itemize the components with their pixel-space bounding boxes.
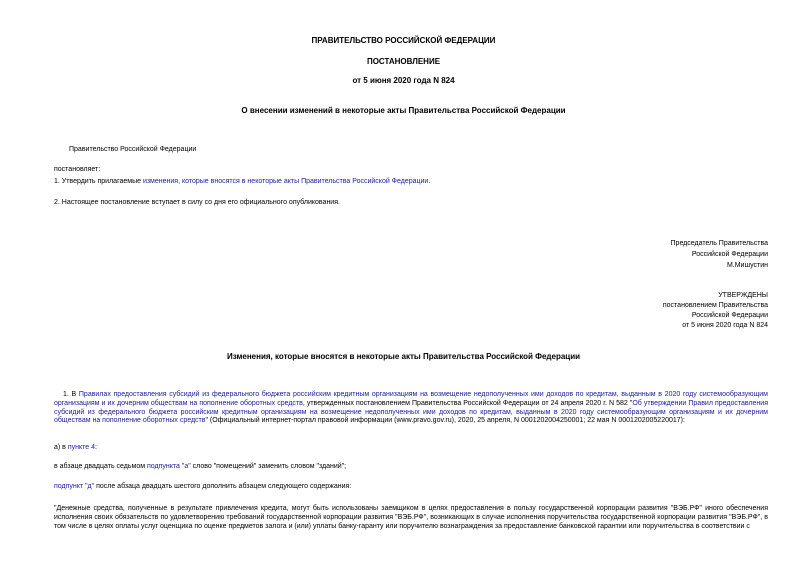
pa-suffix: : bbox=[95, 444, 97, 451]
item-2: 2. Настоящее постановление вступает в силу со дня его официального опубликования. bbox=[54, 199, 340, 206]
date-number-heading: от 5 июня 2020 года N 824 bbox=[352, 76, 455, 85]
changes-paragraph-a bbox=[54, 444, 97, 453]
doc-type-heading: ПОСТАНОВЛЕНИЕ bbox=[366, 57, 441, 66]
approved-line-2: постановлением Правительства bbox=[662, 302, 768, 309]
decides-text: постановляет: bbox=[54, 166, 101, 173]
approved-heading: УТВЕРЖДЕНЫ bbox=[718, 292, 768, 299]
changes-paragraph-d bbox=[54, 483, 351, 492]
p1-prefix: 1. В bbox=[63, 391, 79, 398]
document-title: О внесении изменений в некоторые акты Правительства Российской Федерации bbox=[241, 106, 566, 115]
item-1-prefix: 1. Утвердить прилагаемые bbox=[54, 178, 143, 185]
item-1 bbox=[54, 178, 430, 187]
clause-4-link[interactable]: пункте 4 bbox=[67, 444, 95, 451]
p27-suffix: слово "помещений" заменить словом "зданий"; bbox=[190, 463, 347, 470]
signature-name: М.Мишустин bbox=[726, 262, 768, 269]
changes-title: Изменения, которые вносятся в некоторые акты Правительства Российской Федерации bbox=[226, 352, 581, 361]
subclause-a-link[interactable]: подпункта "а" bbox=[146, 463, 191, 470]
issuer-text: Правительство Российской Федерации bbox=[69, 146, 197, 153]
approved-line-4: от 5 июня 2020 года N 824 bbox=[682, 322, 768, 329]
resolution-link[interactable]: Об утверждении Правил предоставления субсидий из федерального бюджета российским кредитным организациям на возмещение недополученных ими доходов по кредитам, выданным в 2020 году системообразующим организациям и их дочерним обществам на пополнение оборотных средств bbox=[54, 399, 768, 425]
changes-quote-paragraph: "Денежные средства, полученные в результате привлечения кредита, могут быть использованы заемщиком в целях предоставления в пользу государственной корпорации развития "ВЭБ.РФ" иного обеспечения исполнения своих обязательств по удовлетворению требований государственной корпорации развития "ВЭБ.РФ", возникающих в случае исполнения поручительства государственной корпорации развития "ВЭБ.РФ", в том числе в целях оплаты услуг оценщика по оценке предметов залога и (или) уплаты банку-гаранту или поручителю вознаграждения за предоставление банковской гарантии или поручительства в соответствии с bbox=[54, 505, 768, 530]
pd-suffix: после абзаца двадцать шестого дополнить абзацем следующего содержания: bbox=[94, 483, 352, 490]
p1-suffix: " (Официальный интернет-портал правовой информации (www.pravo.gov.ru), 2020, 25 апреля, N 0001202004250001; 22 мая N 0001202005220017): bbox=[205, 417, 685, 425]
p1-middle: , утвержденных постановлением Правительства Российской Федерации от 24 апреля 2020 г. N 582 " bbox=[302, 399, 633, 407]
org-heading: ПРАВИТЕЛЬСТВО РОССИЙСКОЙ ФЕДЕРАЦИИ bbox=[311, 36, 496, 45]
signature-country: Российской Федерации bbox=[691, 251, 768, 258]
changes-paragraph-1 bbox=[54, 391, 768, 426]
approved-line-3: Российской Федерации bbox=[691, 312, 768, 319]
changes-paragraph-27 bbox=[54, 463, 346, 472]
signature-position: Председатель Правительства bbox=[670, 240, 768, 247]
pa-prefix: а) в bbox=[54, 444, 68, 451]
item-1-suffix: . bbox=[428, 178, 431, 185]
p27-prefix: в абзаце двадцать седьмом bbox=[54, 463, 147, 470]
subclause-d-link[interactable]: подпункт "д" bbox=[54, 483, 95, 490]
rules-link[interactable]: Правилах предоставления субсидий из федерального бюджета российским кредитным организациям на возмещение недополученных ими доходов по кредитам, выданным в 2020 году системообразующим организациям и их дочерним обществам на пополнение оборотных средств bbox=[54, 391, 768, 407]
changes-link[interactable]: изменения, которые вносятся в некоторые акты Правительства Российской Федерации bbox=[142, 178, 429, 185]
